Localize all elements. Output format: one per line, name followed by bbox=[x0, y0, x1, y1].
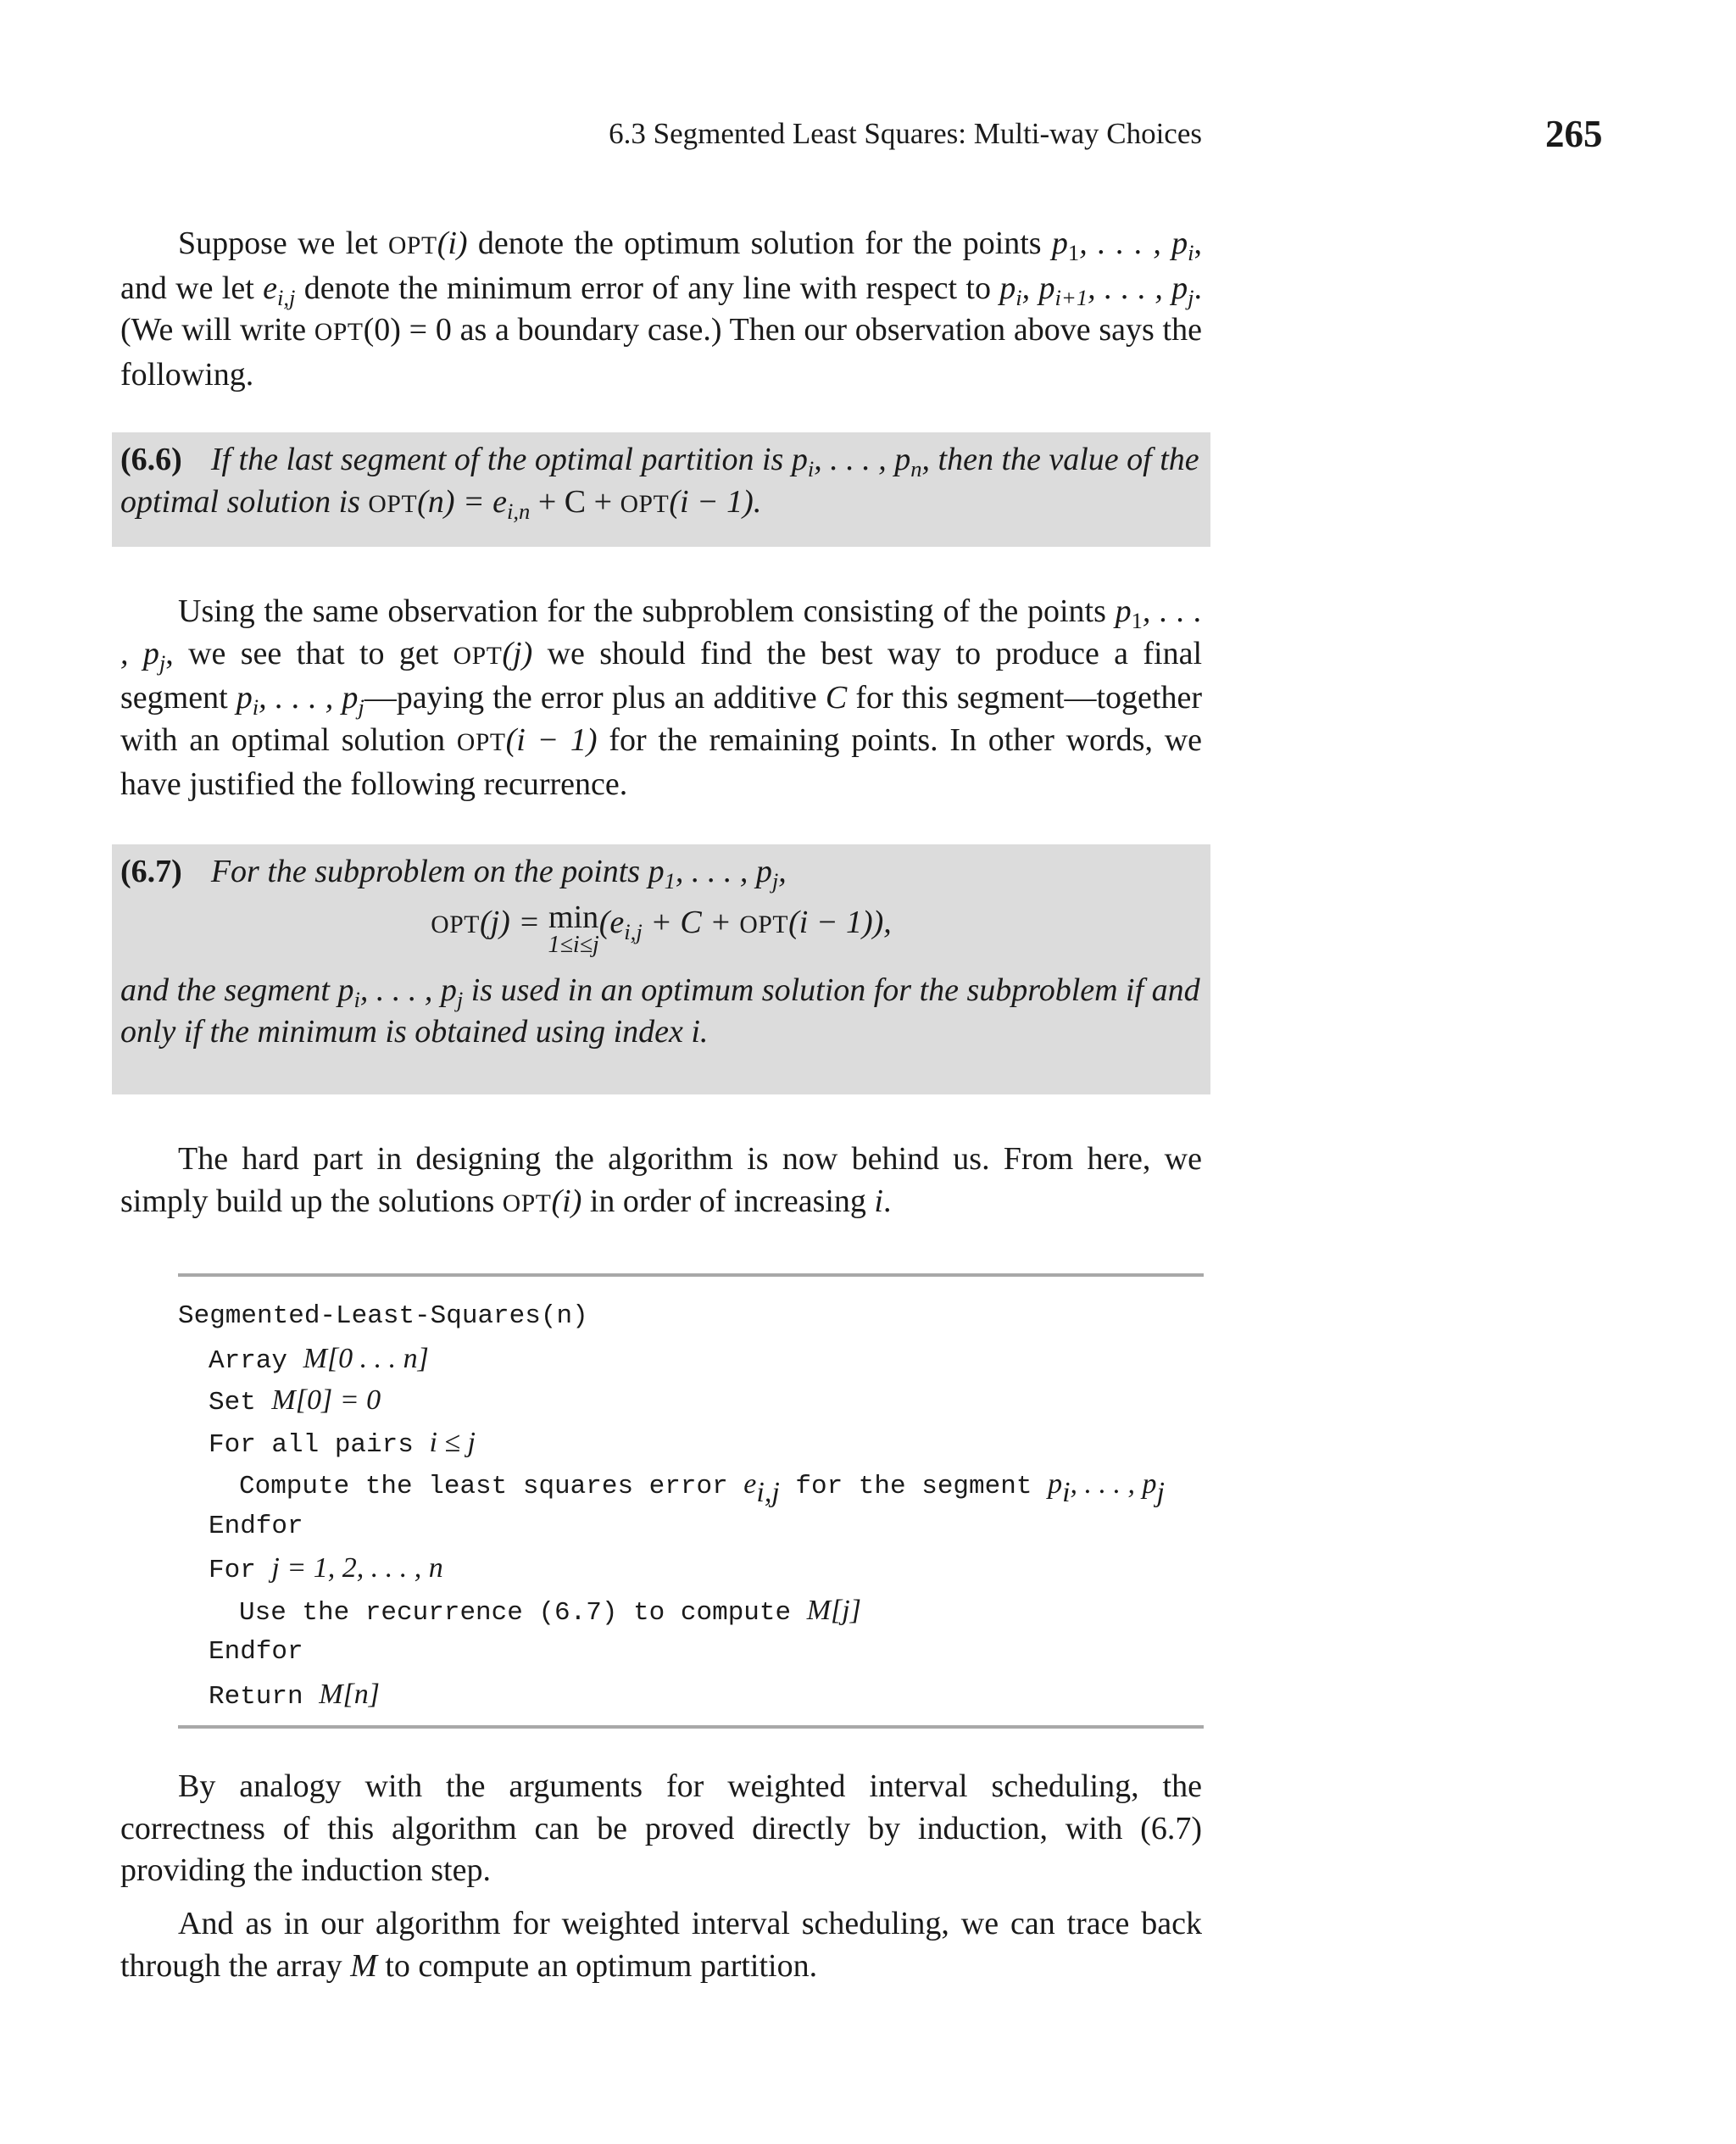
running-head: 6.3 Segmented Least Squares: Multi-way Choices bbox=[609, 117, 1202, 150]
paragraph-4: By analogy with the arguments for weighted interval scheduling, the correctness of this algorithm can be proved directly by induction, with (6.7) providing the induction step. bbox=[120, 1768, 1202, 1888]
page-header bbox=[0, 112, 1736, 163]
recurrence-equation: OPT(j) = min 1≤i≤j $(e_{i,j} + C + OPT(i - 1))$, bbox=[431, 899, 892, 958]
algo-line: Endfor bbox=[209, 1511, 303, 1541]
algorithm-listing bbox=[178, 1273, 1204, 1729]
algo-line: Use the recurrence (6.7) to compute M[j] bbox=[239, 1594, 861, 1628]
paragraph-3: The hard part in designing the algorithm is now behind us. From here, we simply build up the solutions OPT(i) in order of increasing i. bbox=[120, 1141, 1202, 1219]
paragraph-1: Suppose we let OPT(i) denote the optimum solution for the points $p_1$, . . . , $p_i$, and we let $e_{i,j}$ denote the minimum error of any line with respect to $p_i$, $p_{i+1}$, . . . , $p_j$. (We will write OPT(0) = 0 as a boundary case.) Then our observation above says the following. bbox=[120, 226, 1203, 393]
algo-line: Array M[0 . . . n] bbox=[209, 1342, 429, 1376]
algo-line: Return M[n] bbox=[209, 1678, 381, 1712]
algo-line: For all pairs i ≤ j bbox=[209, 1426, 476, 1460]
paragraph-2: Using the same observation for the subproblem consisting of the points $p_1$, . . . , $p_j$, we see that to get OPT(j) we should find the best way to produce a final segment $p_i$, . . . , $p_j—paying$ the error plus an additive C for this segment—together with an optimal solution OPT(i − 1) for the remaining points. In other words, we have justified the following recurrence. bbox=[120, 593, 1203, 802]
algo-line: Segmented-Least-Squares(n) bbox=[178, 1301, 588, 1331]
claim-6-7: (6.7) For the subproblem on the points $p_1$, . . . , $p_j$, OPT(j) = min 1≤i≤j $(e_{i,j} + C + OPT(i - 1))$, and the segment $p_i$, . . . , $p_j$ is used in an optimum solution for the subproblem if and only if the minimum is obtained using index i. bbox=[112, 844, 1210, 1094]
algo-line: Set M[0] = 0 bbox=[209, 1384, 381, 1417]
paragraph-5: And as in our algorithm for weighted interval scheduling, we can trace back through the array M to compute an optimum partition. bbox=[120, 1906, 1202, 1984]
claim-6-6: (6.6) If the last segment of the optimal partition is $p_i$, . . . , $p_n$, then the value of the optimal solution is $OPT(n) = e_{i,n} + C + OPT(i - 1)$. bbox=[112, 432, 1210, 547]
algo-line: Compute the least squares error $e_{i,j}$ for the segment $p_i$, . . . , $p_j$ bbox=[239, 1468, 1165, 1509]
algo-line: For j = 1, 2, . . . , n bbox=[209, 1552, 443, 1585]
algo-line: Endfor bbox=[209, 1637, 303, 1667]
page-number: 265 bbox=[1545, 113, 1603, 155]
